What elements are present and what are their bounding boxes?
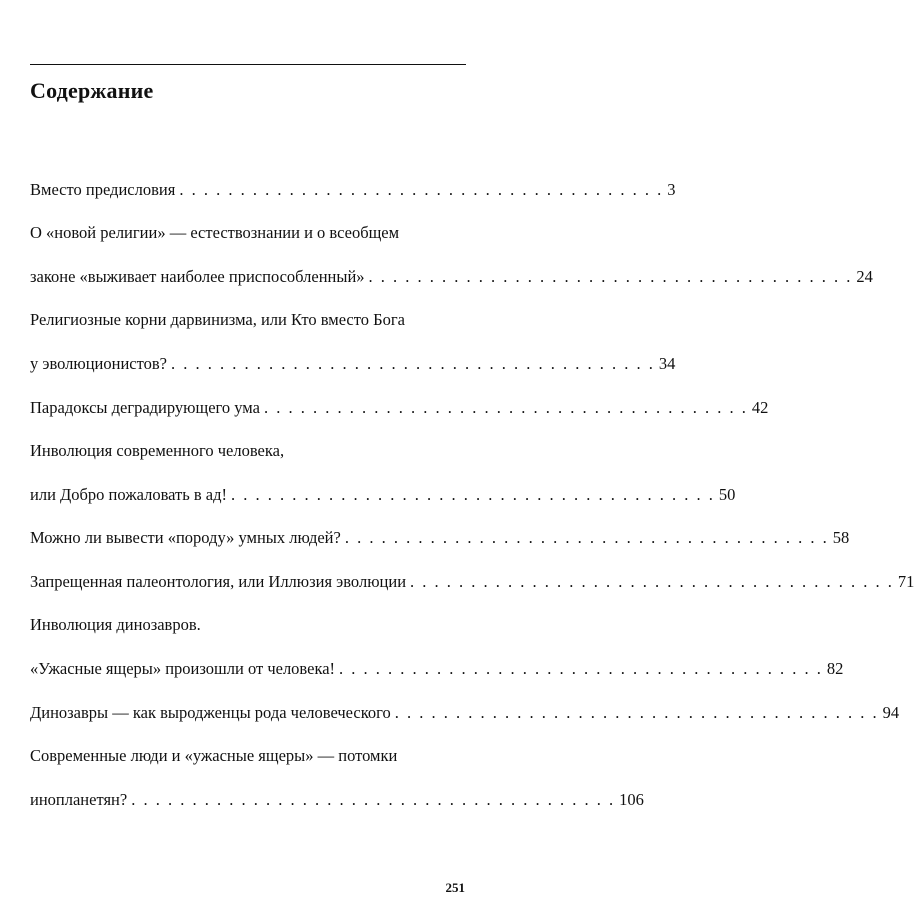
toc-entry: [30, 212, 466, 256]
toc-entry-title: «Ужасные ящеры» произошли от человека!: [30, 659, 336, 679]
toc-entry-page: 94: [882, 702, 900, 722]
leader-dots: . . . . . . . . . . . . . . . . . . . . . . . . . . . . . . . . . . . . . . . .: [263, 397, 748, 417]
toc-entry-title: законе «выживает наиболее приспособленный»: [30, 266, 365, 286]
toc-entry-page: 24: [856, 266, 873, 286]
toc-entry: [30, 168, 676, 212]
toc-entry: [30, 299, 466, 343]
toc-entry-title: у эволюционистов?: [30, 353, 167, 373]
toc-entry-title: Инволюция современного человека,: [30, 441, 285, 461]
toc-entry-title: Запрещенная палеонтология, или Иллюзия эволюции: [30, 571, 407, 591]
toc-entry: [30, 342, 676, 386]
toc-entry-title: О «новой религии» — естествознании и о всеобщем: [30, 223, 400, 243]
toc-entry-title: Парадоксы деградирующего ума: [30, 397, 260, 417]
toc-entry: [30, 604, 466, 648]
toc-entry-page: 71: [897, 571, 914, 591]
toc-entry-title: Современные люди и «ужасные ящеры» — потомки: [30, 746, 398, 766]
toc-entry: [30, 560, 914, 604]
toc-entry-title: или Добро пожаловать в ад!: [30, 484, 228, 504]
toc-entry-title: инопланетян?: [30, 789, 128, 809]
toc-entry-page: 50: [718, 484, 736, 504]
leader-dots: . . . . . . . . . . . . . . . . . . . . . . . . . . . . . . . . . . . . . . . .: [344, 528, 829, 548]
toc-entry: [30, 473, 736, 517]
toc-entry: [30, 517, 850, 561]
toc-entry: [30, 735, 466, 779]
toc-entry-page: 82: [826, 659, 844, 679]
toc-entry-title: Инволюция динозавров.: [30, 615, 201, 635]
leader-dots: . . . . . . . . . . . . . . . . . . . . . . . . . . . . . . . . . . . . . . . .: [179, 179, 664, 199]
leader-dots: . . . . . . . . . . . . . . . . . . . . . . . . . . . . . . . . . . . . . . . .: [394, 702, 879, 722]
toc-entry-page: 42: [751, 397, 769, 417]
toc-entry: [30, 255, 873, 299]
toc-entry: [30, 778, 644, 822]
toc-entry-page: 106: [619, 789, 644, 809]
toc-entry-page: 3: [667, 179, 676, 199]
toc-entry-title: Вместо предисловия: [30, 179, 176, 199]
toc-entry: [30, 691, 900, 735]
toc-entry-page: 34: [658, 353, 676, 373]
top-rule: [30, 64, 466, 65]
toc-entry: [30, 430, 466, 474]
table-of-contents: [30, 168, 914, 822]
toc-entry: [30, 386, 769, 430]
toc-entry-page: 58: [832, 528, 850, 548]
leader-dots: . . . . . . . . . . . . . . . . . . . . . . . . . . . . . . . . . . . . . . . .: [339, 659, 823, 679]
leader-dots: . . . . . . . . . . . . . . . . . . . . . . . . . . . . . . . . . . . . . . . .: [170, 353, 655, 373]
toc-entry: [30, 648, 844, 692]
leader-dots: . . . . . . . . . . . . . . . . . . . . . . . . . . . . . . . . . . . . . . . .: [131, 789, 616, 809]
leader-dots: . . . . . . . . . . . . . . . . . . . . . . . . . . . . . . . . . . . . . . . .: [231, 484, 715, 504]
toc-entry-title: Религиозные корни дарвинизма, или Кто вместо Бога: [30, 310, 405, 330]
toc-entry-title: Можно ли вывести «породу» умных людей?: [30, 528, 341, 548]
leader-dots: . . . . . . . . . . . . . . . . . . . . . . . . . . . . . . . . . . . . . . . .: [410, 571, 894, 591]
page-number: 251: [445, 880, 465, 895]
leader-dots: . . . . . . . . . . . . . . . . . . . . . . . . . . . . . . . . . . . . . . . .: [368, 266, 853, 286]
contents-heading: Содержание: [30, 78, 154, 103]
toc-entry-title: Динозавры — как выродженцы рода человеческого: [30, 702, 391, 722]
